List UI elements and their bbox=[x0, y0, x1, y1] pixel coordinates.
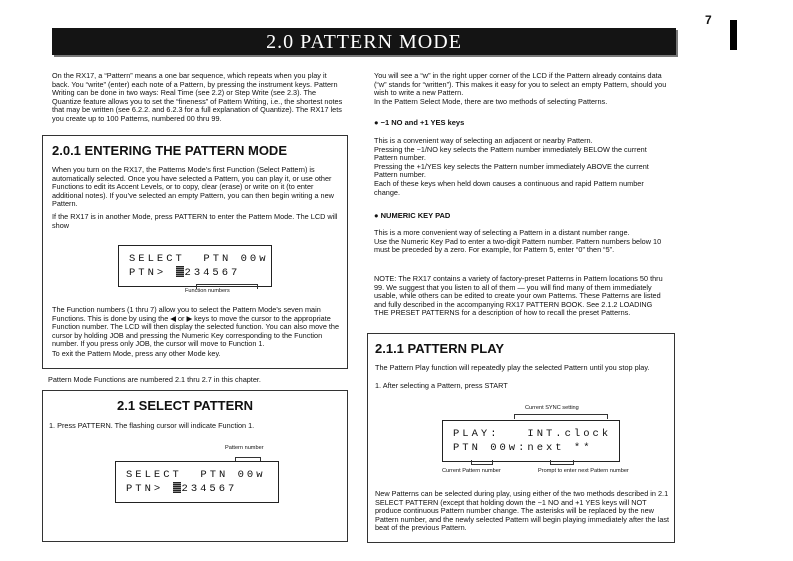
section-2-0-1-paragraph-3: The Function numbers (1 thru 7) allow you to select the Pattern Mode’s seven main Functions. This is done by using the ◀ or ▶ keys to move the cursor to the appropriate Function number. The LCD will then display the selected function. You can also move the cursor by holding JOB and pressing the Numeric Key corresponding to the Function number. If you press only JOB, the cursor will move to Function 1. bbox=[52, 305, 340, 349]
lcd-line-2: PTN> 234567 bbox=[129, 267, 241, 279]
lcd-line-2: PTN 00w:next ** bbox=[453, 442, 593, 454]
lcd-display-select bbox=[118, 245, 272, 287]
current-pattern-caption: Current Pattern number bbox=[442, 468, 501, 474]
bullet-text-yes-no: This is a convenient way of selecting an adjacent or nearby Pattern. Pressing the −1/NO key selects the Pattern number immediately BELOW the current Pattern number. Pressing the +1/YES key selects the Pattern number immediately ABOVE the current Pattern number. Each of these keys when held down causes a continuous and rapid Pattern number change. bbox=[374, 136, 649, 197]
bullet-heading-yes-no: ● −1 NO and +1 YES keys bbox=[374, 118, 465, 127]
section-2-1-step-1: 1. Press PATTERN. The flashing cursor will indicate Function 1. bbox=[49, 421, 255, 430]
bullet-heading-numeric-keypad: ● NUMERIC KEY PAD bbox=[374, 211, 451, 220]
preset-patterns-note: NOTE: The RX17 contains a variety of factory-preset Patterns in Pattern locations 50 thru 99. We suggest that you listen to all of them — you will find many of them immediately usable, while others can be edited to create your own Patterns. These Patterns are listed and fully described in the accompanying RX17 PATTERN BOOK. See 2.1.2 LOADING THE PRESET PATTERNS for a description of how to recall the preset Patterns. bbox=[374, 274, 663, 318]
section-2-1-1-paragraph-1: The Pattern Play function will repeatedly play the selected Pattern until you stop play. bbox=[375, 363, 650, 372]
section-2-0-1-title: 2.0.1 ENTERING THE PATTERN MODE bbox=[52, 143, 287, 158]
next-pattern-caption: Prompt to enter next Pattern number bbox=[538, 468, 629, 474]
current-pattern-bracket bbox=[471, 460, 493, 465]
bullet-text-numeric-keypad: This is a more convenient way of selecting a Pattern in a distant number range. Use the Numeric Key Pad to enter a two-digit Pattern number. Pattern numbers below 10 must be preceded by a zero. For example, for Pattern 5, enter “0” then “5”. bbox=[374, 228, 662, 255]
section-2-1-box bbox=[42, 390, 348, 542]
section-2-0-1-paragraph-2: If the RX17 is in another Mode, press PATTERN to enter the Pattern Mode. The LCD will show bbox=[52, 212, 338, 230]
page-number: 7 bbox=[705, 13, 712, 27]
section-2-1-1-paragraph-2: New Patterns can be selected during play, using either of the two methods described in 2.1 SELECT PATTERN (except that holding down the −1 NO and +1 YES keys will NOT produce continuous Pattern number change. The asterisks will be replaced by the new Pattern number, and the newly selected Pattern will begin playing immediately after the last beat of the previous Pattern. bbox=[375, 489, 670, 533]
lcd-cursor bbox=[173, 482, 181, 493]
lcd-cursor bbox=[176, 266, 184, 277]
lcd-line-1: PLAY: INT.clock bbox=[453, 428, 612, 440]
lcd-line-1: SELECT PTN 00w bbox=[126, 469, 266, 481]
lcd-display-select-pattern bbox=[115, 461, 279, 503]
pattern-number-caption: Pattern number bbox=[225, 445, 264, 451]
section-tab-marker bbox=[730, 20, 737, 50]
numbering-note: Pattern Mode Functions are numbered 2.1 thru 2.7 in this chapter. bbox=[48, 375, 261, 384]
chapter-banner: 2.0 PATTERN MODE bbox=[52, 28, 676, 55]
right-paragraph-1: You will see a “w” in the right upper corner of the LCD if the Pattern already contains data (“w” stands for “written”). This makes it easy for you to select an empty Pattern, should you wish to write a new Pattern. bbox=[374, 71, 667, 98]
section-2-1-1-box bbox=[367, 333, 675, 543]
section-2-1-1-step-1: 1. After selecting a Pattern, press START bbox=[375, 381, 508, 390]
lcd-line-2: PTN> 234567 bbox=[126, 483, 238, 495]
section-2-0-1-box bbox=[42, 135, 348, 369]
lcd-display-play bbox=[442, 420, 620, 462]
intro-paragraph: On the RX17, a “Pattern” means a one bar sequence, which repeats when you play it back. You “write” (enter) each note of a Pattern, by pressing the instrument keys. Pattern Writing can be done in two ways: Real Time (see 2.2) or Step Write (see 2.3). The Quantize feature allows you to set the “fineness” of Pattern Writing, i.e., the shortest notes that may be written (see 6.2.2. and 6.2.3 for a full explanation of Quantize). The RX17 lets you create up to 100 Patterns, numbered 00 thru 99. bbox=[52, 71, 343, 123]
next-pattern-bracket bbox=[550, 460, 574, 465]
section-2-1-title: 2.1 SELECT PATTERN bbox=[117, 398, 254, 413]
function-numbers-caption: Function numbers bbox=[185, 288, 230, 294]
sync-setting-bracket bbox=[514, 414, 608, 419]
lcd-line-1: SELECT PTN 00w bbox=[129, 253, 269, 265]
section-2-0-1-paragraph-4: To exit the Pattern Mode, press any other Mode key. bbox=[52, 349, 221, 358]
section-2-1-1-title: 2.1.1 PATTERN PLAY bbox=[375, 341, 505, 356]
right-paragraph-2: In the Pattern Select Mode, there are two methods of selecting Patterns. bbox=[374, 97, 608, 106]
sync-setting-caption: Current SYNC setting bbox=[525, 405, 579, 411]
section-2-0-1-paragraph-1: When you turn on the RX17, the Patterns Mode’s first Function (Select Pattern) is automatically selected. Once you have selected a Pattern, you can play it, or use other Functions to edit its Accent Levels, or to copy, clear (erase) or write on it (to enter additional notes). If you’ve selected an empty Pattern, you can then begin writing a new Pattern. bbox=[52, 165, 334, 209]
